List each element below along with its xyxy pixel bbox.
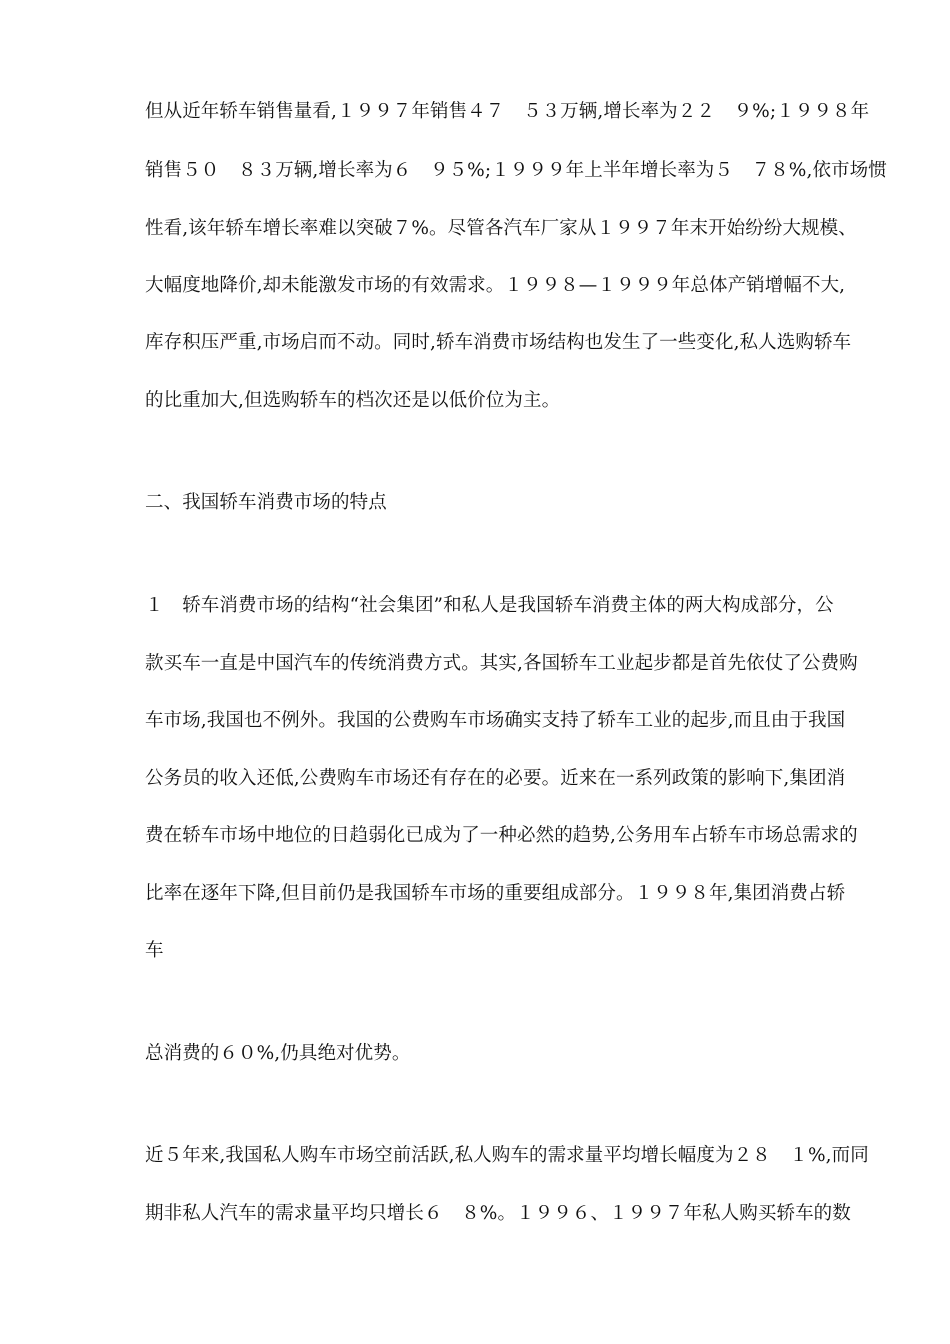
paragraph-2-line-2: 款买车一直是中国汽车的传统消费方式。其实,各国轿车工业起步都是首先依仗了公费购: [145, 653, 858, 674]
paragraph-2-line-6: 比率在逐年下降,但目前仍是我国轿车市场的重要组成部分。１９９８年,集团消费占轿: [145, 883, 846, 904]
paragraph-2-line-5: 费在轿车市场中地位的日趋弱化已成为了一种必然的趋势,公务用车占轿车市场总需求的: [145, 825, 858, 846]
paragraph-4-line-2: 期非私人汽车的需求量平均只增长６ ８%。１９９６、１９９７年私人购买轿车的数: [145, 1203, 851, 1224]
paragraph-2-line-7: 车: [145, 940, 164, 961]
section-heading: 二、我国轿车消费市场的特点: [145, 492, 387, 513]
paragraph-1-line-4: 大幅度地降价,却未能激发市场的有效需求。１９９８—１９９９年总体产销增幅不大,: [145, 275, 846, 296]
paragraph-1-line-5: 库存积压严重,市场启而不动。同时,轿车消费市场结构也发生了一些变化,私人选购轿车: [145, 332, 852, 353]
paragraph-3-line-1: 总消费的６０%,仍具绝对优势。: [145, 1043, 411, 1064]
paragraph-2-line-4: 公务员的收入还低,公费购车市场还有存在的必要。近来在一系列政策的影响下,集团消: [145, 768, 846, 789]
paragraph-1-line-3: 性看,该年轿车增长率难以突破７%。尽管各汽车厂家从１９９７年末开始纷纷大规模、: [145, 218, 857, 239]
paragraph-2-line-1: １ 轿车消费市场的结构“社会集团”和私人是我国轿车消费主体的两大构成部分，公: [145, 595, 834, 616]
paragraph-2-line-3: 车市场,我国也不例外。我国的公费购车市场确实支持了轿车工业的起步,而且由于我国: [145, 710, 846, 731]
paragraph-1-line-1: 但从近年轿车销售量看,１９９７年销售４７ ５３万辆,增长率为２２ ９%;１９９８年: [145, 101, 870, 122]
paragraph-4-line-1: 近５年来,我国私人购车市场空前活跃,私人购车的需求量平均增长幅度为２８ １%,而同: [145, 1145, 869, 1166]
paragraph-1-line-2: 销售５０ ８３万辆,增长率为６ ９５%;１９９９年上半年增长率为５ ７８%,依市场惯: [145, 160, 887, 181]
paragraph-1-line-6: 的比重加大,但选购轿车的档次还是以低价位为主。: [145, 390, 561, 411]
